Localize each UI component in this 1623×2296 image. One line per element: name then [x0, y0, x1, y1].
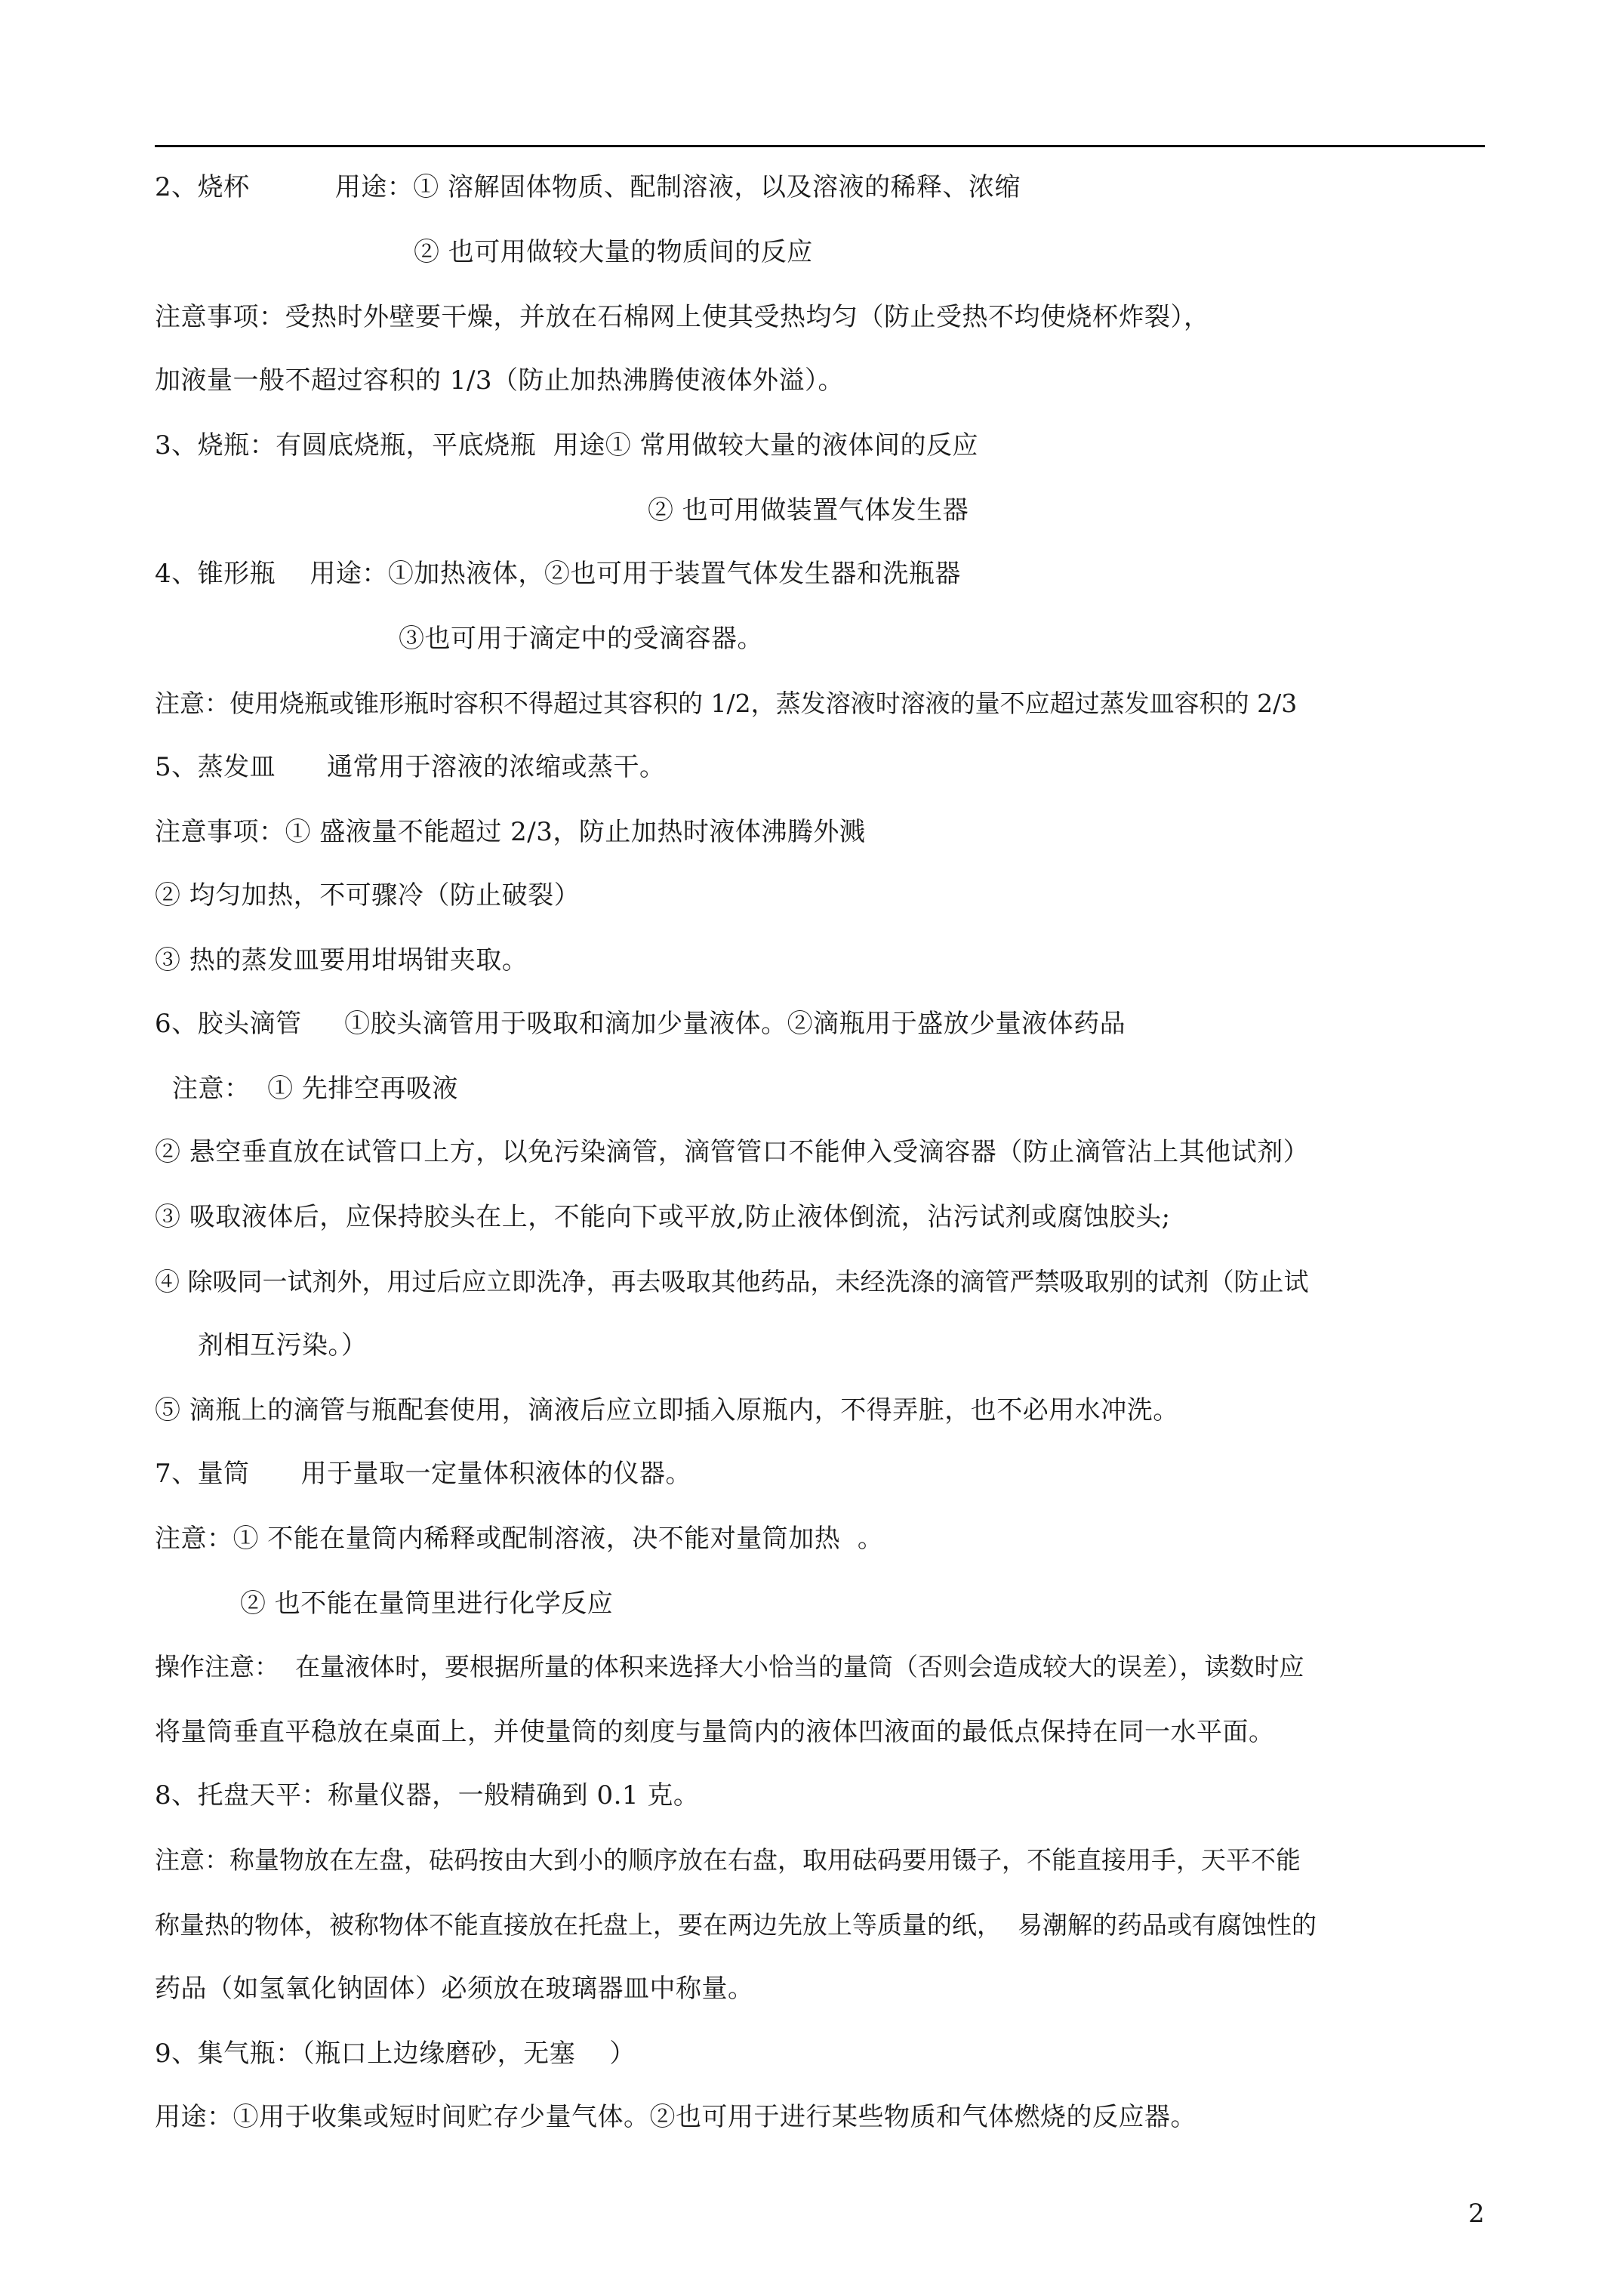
text-line: 用途：①用于收集或短时间贮存少量气体。②也可用于进行某些物质和气体燃烧的反应器。 [155, 2102, 1196, 2132]
text-line: 4、锥形瓶 用途：①加热液体，②也可用于装置气体发生器和洗瓶器 [155, 559, 961, 589]
header-rule [155, 145, 1485, 147]
text-line: 注意：称量物放在左盘，砝码按由大到小的顺序放在右盘，取用砝码要用镊子，不能直接用手，天平不能 [155, 1845, 1301, 1875]
text-line: 将量筒垂直平稳放在桌面上，并使量筒的刻度与量筒内的液体凹液面的最低点保持在同一水平面。 [155, 1717, 1275, 1747]
text-line: ② 悬空垂直放在试管口上方，以免污染滴管，滴管管口不能伸入受滴容器（防止滴管沾上其他试剂） [155, 1137, 1310, 1167]
text-line: ③ 热的蒸发皿要用坩埚钳夹取。 [155, 945, 528, 975]
text-line: 6、胶头滴管 ①胶头滴管用于吸取和滴加少量液体。②滴瓶用于盛放少量液体药品 [155, 1009, 1126, 1039]
text-line: 剂相互污染。） [198, 1330, 368, 1361]
text-line: 5、蒸发皿 通常用于溶液的浓缩或蒸干。 [155, 752, 666, 782]
text-line: 注意事项：受热时外壁要干燥，并放在石棉网上使其受热均匀（防止受热不均使烧杯炸裂）， [155, 302, 1210, 332]
page-number: 2 [1468, 2199, 1485, 2229]
text-line: 操作注意： 在量液体时，要根据所量的体积来选择大小恰当的量筒（否则会造成较大的误差），读数时应 [155, 1652, 1304, 1681]
text-line: ② 也可用做装置气体发生器 [648, 495, 969, 525]
text-line: ② 均匀加热，不可骤冷（防止破裂） [155, 880, 581, 911]
text-line: 8、托盘天平：称量仪器，一般精确到 0.1 克。 [155, 1780, 700, 1811]
text-line: ③ 吸取液体后，应保持胶头在上，不能向下或平放,防止液体倒流，沾污试剂或腐蚀胶头; [155, 1202, 1171, 1232]
text-line: 称量热的物体，被称物体不能直接放在托盘上，要在两边先放上等质量的纸， 易潮解的药品或有腐蚀性的 [155, 1910, 1317, 1940]
text-line: 注意：使用烧瓶或锥形瓶时容积不得超过其容积的 1/2，蒸发溶液时溶液的量不应超过蒸发皿容积的 2/3 [155, 689, 1298, 718]
text-line: ⑤ 滴瓶上的滴管与瓶配套使用，滴液后应立即插入原瓶内，不得弄脏，也不必用水冲洗。 [155, 1395, 1179, 1425]
text-line: ② 也可用做较大量的物质间的反应 [414, 237, 813, 267]
text-line: ② 也不能在量筒里进行化学反应 [240, 1589, 614, 1619]
text-line: ④ 除吸同一试剂外，用过后应立即洗净，再去吸取其他药品，未经洗涤的滴管严禁吸取别的试剂（防止试 [155, 1267, 1309, 1296]
text-line: 3、烧瓶：有圆底烧瓶，平底烧瓶 用途① 常用做较大量的液体间的反应 [155, 430, 979, 461]
text-line: 注意：① 不能在量筒内稀释或配制溶液，决不能对量筒加热 。 [155, 1524, 884, 1554]
text-line: 注意事项：① 盛液量不能超过 2/3，防止加热时液体沸腾外溅 [155, 817, 866, 847]
text-line: 药品（如氢氧化钠固体）必须放在玻璃器皿中称量。 [155, 1974, 754, 2004]
text-line: ③也可用于滴定中的受滴容器。 [399, 624, 763, 654]
text-line: 7、量筒 用于量取一定量体积液体的仪器。 [155, 1459, 691, 1489]
text-line: 注意： ① 先排空再吸液 [172, 1074, 458, 1104]
text-line: 加液量一般不超过容积的 1/3（防止加热沸腾使液体外溢）。 [155, 365, 845, 396]
text-line: 2、烧杯 用途：① 溶解固体物质、配制溶液，以及溶液的稀释、浓缩 [155, 172, 1021, 202]
text-line: 9、集气瓶：（瓶口上边缘磨砂，无塞 ） [155, 2039, 636, 2069]
